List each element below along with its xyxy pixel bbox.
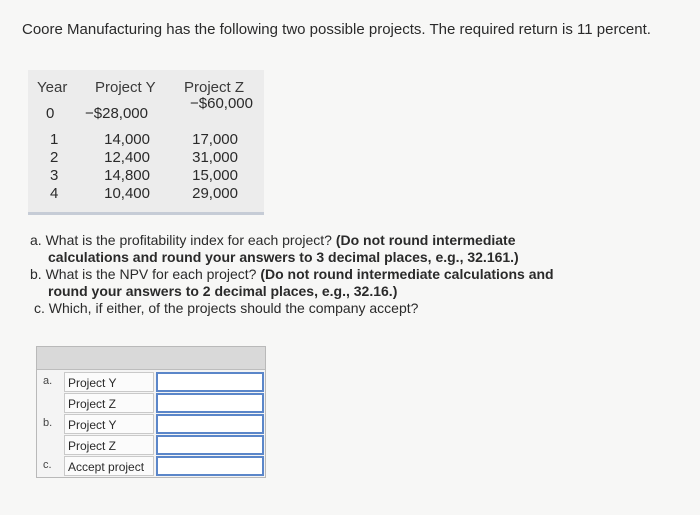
cash-flow-table xyxy=(28,70,264,215)
answer-label-a-y: Project Y xyxy=(64,372,154,392)
y-cash-flow-2: 12,400 xyxy=(104,149,150,166)
question-a-text: a. What is the profitability index for each project? xyxy=(30,232,336,248)
question-a-instruction-cont: calculations and round your answers to 3 decimal places, e.g., 32.161.) xyxy=(48,249,519,265)
answer-label-b-z: Project Z xyxy=(64,435,154,455)
answer-row-a-project-z xyxy=(37,393,265,414)
npv-project-z-input[interactable] xyxy=(156,435,264,455)
header-year: Year xyxy=(37,79,68,96)
question-c xyxy=(30,300,670,317)
question-a-cont xyxy=(30,249,670,266)
y-cash-flow-0: −$28,000 xyxy=(85,105,148,122)
z-cash-flow-1: 17,000 xyxy=(192,131,238,148)
year-2: 2 xyxy=(50,149,59,166)
question-b-text: b. What is the NPV for each project? xyxy=(30,266,261,282)
z-cash-flow-4: 29,000 xyxy=(192,185,238,202)
answer-row-c-accept xyxy=(37,456,265,477)
question-b-instruction-cont: round your answers to 2 decimal places, e.g., 32.16.) xyxy=(48,283,398,299)
question-b-cont xyxy=(30,283,670,300)
part-label-c: c. xyxy=(43,459,52,471)
z-cash-flow-2: 31,000 xyxy=(192,149,238,166)
question-c-text: c. Which, if either, of the projects should the company accept? xyxy=(34,300,419,316)
part-label-a: a. xyxy=(43,375,53,387)
answer-row-b-project-y xyxy=(37,414,265,435)
npv-project-y-input[interactable] xyxy=(156,414,264,434)
year-0: 0 xyxy=(46,105,55,122)
answer-label-a-z: Project Z xyxy=(64,393,154,413)
question-a-instruction: (Do not round intermediate xyxy=(335,232,516,248)
header-project-y: Project Y xyxy=(95,79,156,96)
answer-row-a-project-y xyxy=(37,372,265,393)
y-cash-flow-3: 14,800 xyxy=(104,167,150,184)
question-b-instruction: (Do not round intermediate calculations and xyxy=(260,266,554,282)
answer-table xyxy=(36,346,266,478)
answer-row-b-project-z xyxy=(37,435,265,456)
questions xyxy=(30,232,670,317)
year-1: 1 xyxy=(50,131,59,148)
part-label-b: b. xyxy=(43,417,53,429)
year-4: 4 xyxy=(50,185,59,202)
answer-label-b-y: Project Y xyxy=(64,414,154,434)
question-b xyxy=(30,266,670,283)
year-3: 3 xyxy=(50,167,59,184)
y-cash-flow-1: 14,000 xyxy=(104,131,150,148)
accept-project-input[interactable] xyxy=(156,456,264,476)
pi-project-z-input[interactable] xyxy=(156,393,264,413)
z-cash-flow-0: −$60,000 xyxy=(190,95,253,112)
header-project-z: Project Z xyxy=(184,79,245,96)
question-a xyxy=(30,232,670,249)
problem-intro: Coore Manufacturing has the following two possible projects. The required return is 11 percent. xyxy=(22,21,651,38)
pi-project-y-input[interactable] xyxy=(156,372,264,392)
answer-table-header xyxy=(37,347,265,370)
answer-label-c-accept: Accept project xyxy=(64,456,154,476)
z-cash-flow-3: 15,000 xyxy=(192,167,238,184)
y-cash-flow-4: 10,400 xyxy=(104,185,150,202)
